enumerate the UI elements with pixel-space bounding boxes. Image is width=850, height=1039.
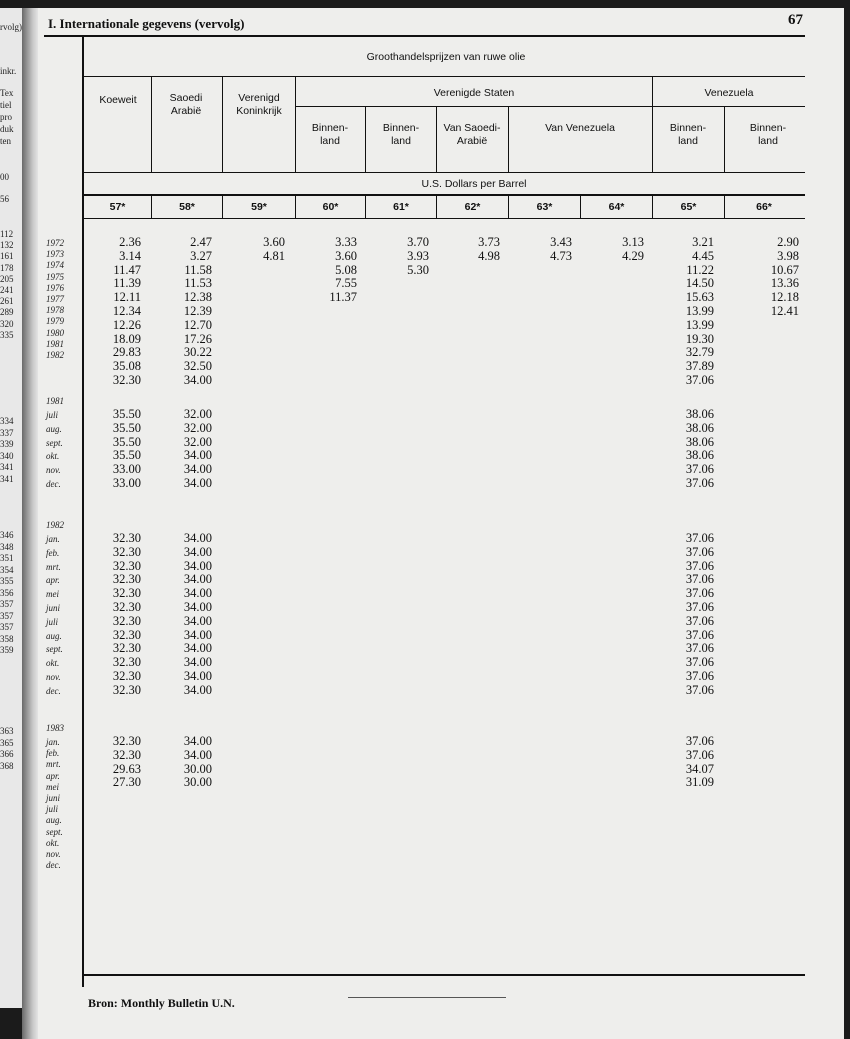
table-cell: 34.00 <box>183 734 212 748</box>
table-cell: 13.99 <box>685 304 714 318</box>
prev-page-text: 358 <box>0 633 14 644</box>
table-cell: 34.00 <box>183 572 212 587</box>
table-cell: 37.06 <box>685 734 714 748</box>
col-header-koeweit: Koeweit <box>99 94 137 106</box>
row-label: sept. <box>46 826 63 837</box>
column-code: 60* <box>322 201 339 213</box>
table-cell: 32.79 <box>685 345 714 360</box>
row-label: 1973 <box>46 249 64 260</box>
table-cell: 32.30 <box>112 586 141 601</box>
table-cell: 12.34 <box>112 304 141 318</box>
table-cell: 3.14 <box>119 248 141 263</box>
table-cell: 3.27 <box>190 248 212 263</box>
table-cell: 32.30 <box>112 572 141 587</box>
col-header-verenigde-staten: Verenigde Staten <box>433 87 515 99</box>
row-label: jan. <box>46 737 60 747</box>
column-code: 64* <box>608 201 625 213</box>
prev-page-text: Tex <box>0 88 14 98</box>
period-label: 1982 <box>46 520 64 530</box>
prev-page-text: 354 <box>0 564 14 575</box>
codes-bottom-rule <box>84 218 805 219</box>
table-cell: 11.22 <box>686 262 714 277</box>
row-label: juni <box>46 793 61 803</box>
row-label: 1981 <box>46 338 64 349</box>
row-label: aug. <box>46 630 62 641</box>
col-header-saoedi-arabie: Saoedi Arabië <box>169 92 203 117</box>
table-cell: 37.06 <box>685 586 714 601</box>
prev-page-text: inkr. <box>0 66 17 76</box>
col-sep <box>436 107 437 172</box>
row-label: juni <box>46 603 61 613</box>
prev-page-text: 357 <box>0 599 14 609</box>
prev-page-text: tiel <box>0 100 12 110</box>
table-cell: 33.00 <box>112 476 141 490</box>
table-cell: 12.38 <box>183 290 212 305</box>
table-cell: 32.00 <box>183 420 212 435</box>
table-cell: 32.30 <box>112 627 141 642</box>
row-label: mei <box>46 589 59 600</box>
table-cell: 34.00 <box>183 655 212 670</box>
table-cell: 34.00 <box>183 476 212 490</box>
table-cell: 34.00 <box>183 558 212 573</box>
period-label: 1981 <box>46 396 64 406</box>
row-label: 1980 <box>46 327 64 338</box>
table-cell: 3.60 <box>335 248 357 263</box>
table-cell: 32.30 <box>112 641 141 656</box>
table-cell: 35.50 <box>112 434 141 449</box>
table-cell: 32.30 <box>112 600 141 614</box>
table-cell: 12.70 <box>183 317 212 332</box>
table-cell: 34.00 <box>183 531 212 545</box>
table-cell: 3.98 <box>777 248 799 263</box>
table-cell: 27.30 <box>112 775 141 790</box>
table-cell: 38.06 <box>685 448 714 463</box>
prev-page-text: 132 <box>0 240 14 251</box>
table-cell: 5.30 <box>407 262 429 277</box>
table-cell: 4.98 <box>478 248 500 263</box>
row-label: feb. <box>46 748 60 759</box>
table-cell: 32.30 <box>112 747 141 762</box>
table-cell: 37.06 <box>685 747 714 762</box>
table-cell: 38.06 <box>685 407 714 421</box>
table-cell: 37.06 <box>685 531 714 545</box>
row-label: juli <box>46 804 59 815</box>
table-cell: 32.50 <box>183 359 212 374</box>
table-cell: 35.50 <box>112 448 141 463</box>
row-label: aug. <box>46 815 62 826</box>
table-cell: 2.47 <box>190 235 212 249</box>
column-code: 57* <box>109 201 126 213</box>
row-label: 1976 <box>46 282 64 293</box>
col-header-ven-binnenland-1: Binnen- land <box>669 122 707 147</box>
table-cell: 13.99 <box>685 317 714 332</box>
prev-page-text: 356 <box>0 587 14 598</box>
prev-page-text: duk <box>0 124 14 134</box>
row-label: nov. <box>46 672 61 682</box>
col-header-ven-binnenland-2: Binnen- land <box>749 122 787 147</box>
table-cell: 30.22 <box>183 345 212 360</box>
prev-page-text: 56 <box>0 194 9 204</box>
table-cell: 3.60 <box>263 235 285 249</box>
table-cell: 33.00 <box>112 462 141 477</box>
col-header-verenigd-koninkrijk: Verenigd Koninkrijk <box>236 92 282 117</box>
table-cell: 12.26 <box>112 317 141 332</box>
prev-page-text: 241 <box>0 285 14 295</box>
col-header-vs-binnenland-2: Binnen- land <box>382 122 420 147</box>
table-cell: 5.08 <box>335 262 357 277</box>
table-cell: 12.11 <box>113 290 141 305</box>
table-cell: 4.29 <box>622 248 644 263</box>
table-cell: 4.45 <box>692 248 714 263</box>
table-cell: 12.18 <box>770 290 799 305</box>
table-cell: 32.30 <box>112 669 141 683</box>
row-label: 1974 <box>46 260 64 271</box>
table-cell: 37.06 <box>685 373 714 387</box>
row-label: juli <box>46 410 59 420</box>
table-cell: 3.21 <box>692 235 714 249</box>
prev-page-text: 351 <box>0 553 14 563</box>
row-label: dec. <box>46 685 61 696</box>
table-bottom-rule <box>84 974 805 976</box>
row-label: mei <box>46 781 59 792</box>
table-cell: 4.73 <box>550 248 572 263</box>
prev-page-text: 355 <box>0 576 14 586</box>
group-title: Groothandelsprijzen van ruwe olie <box>366 51 526 63</box>
table-cell: 17.26 <box>183 331 212 346</box>
prev-page-text: 334 <box>0 416 14 426</box>
column-code: 62* <box>464 201 481 213</box>
page-title: I. Internationale gegevens (vervolg) <box>48 16 245 31</box>
subgroup-rule <box>296 106 805 107</box>
prev-page-text: 359 <box>0 645 14 655</box>
prev-page-text: 161 <box>0 251 14 262</box>
table-cell: 31.09 <box>685 775 714 790</box>
table-cell: 18.09 <box>112 331 141 346</box>
table-cell: 37.89 <box>685 359 714 374</box>
col-sep <box>151 77 152 172</box>
unit-rule <box>84 172 805 173</box>
row-label: jan. <box>46 534 60 544</box>
table-cell: 19.30 <box>685 331 714 346</box>
row-label: aug. <box>46 423 62 434</box>
table-cell: 34.00 <box>183 544 212 559</box>
row-label: 1975 <box>46 271 64 282</box>
table-cell: 12.39 <box>183 304 212 318</box>
col-sep <box>724 107 725 172</box>
row-label: apr. <box>46 575 60 586</box>
table-cell: 11.37 <box>329 290 357 305</box>
table-cell: 7.55 <box>335 276 357 291</box>
table-cell: 2.90 <box>777 235 799 249</box>
table-cell: 34.00 <box>183 600 212 614</box>
prev-page-text: 357 <box>0 622 14 632</box>
table-cell: 37.06 <box>685 613 714 628</box>
unit-label: U.S. Dollars per Barrel <box>421 178 527 190</box>
row-label: 1978 <box>46 305 64 316</box>
table-cell: 37.06 <box>685 544 714 559</box>
prev-page-text: 112 <box>0 229 14 239</box>
table-cell: 3.93 <box>407 248 429 263</box>
table-cell: 3.13 <box>622 235 644 249</box>
row-label: sept. <box>46 644 63 655</box>
row-label: okt. <box>46 451 60 462</box>
row-label: nov. <box>46 465 61 476</box>
table-cell: 3.70 <box>407 235 429 249</box>
column-code: 65* <box>680 201 697 213</box>
row-label: feb. <box>46 547 60 558</box>
prev-page-text: 365 <box>0 737 14 748</box>
table-cell: 37.06 <box>685 476 714 490</box>
row-label: 1979 <box>46 316 64 327</box>
table-cell: 37.06 <box>685 627 714 642</box>
row-label: nov. <box>46 849 61 859</box>
col-header-venezuela: Venezuela <box>704 87 754 99</box>
row-label: dec. <box>46 479 61 489</box>
table-cell: 34.00 <box>183 448 212 463</box>
prev-page-text: 341 <box>0 462 14 472</box>
prev-page-text: 357 <box>0 610 14 621</box>
row-label: 1972 <box>46 238 64 248</box>
table-cell: 34.00 <box>183 586 212 601</box>
table-cell: 32.00 <box>183 407 212 421</box>
prev-page-text: ten <box>0 136 11 146</box>
table-cell: 32.30 <box>112 682 141 697</box>
column-code: 66* <box>756 201 772 213</box>
col-sep <box>222 77 223 172</box>
table-cell: 11.53 <box>184 276 212 291</box>
group-title-rule <box>84 76 805 77</box>
table-cell: 34.00 <box>183 669 212 683</box>
table-cell: 14.50 <box>685 276 714 291</box>
table-cell: 34.00 <box>183 627 212 642</box>
table-cell: 37.06 <box>685 558 714 573</box>
table-cell: 12.41 <box>770 304 799 318</box>
column-code: 61* <box>393 201 409 213</box>
table-cell: 34.00 <box>183 613 212 628</box>
table-cell: 4.81 <box>263 248 285 263</box>
column-code: 58* <box>179 201 195 213</box>
table-cell: 29.63 <box>112 761 141 776</box>
prev-page-text: rvolg) <box>0 22 22 32</box>
column-code: 63* <box>536 201 553 213</box>
table-cell: 34.07 <box>685 761 714 776</box>
table-cell: 34.00 <box>183 682 212 697</box>
prev-page-text: 00 <box>0 172 9 182</box>
prev-page-text: 337 <box>0 427 14 438</box>
codes-top-rule <box>84 194 805 196</box>
col-header-vs-van-venezuela: Van Venezuela <box>545 122 615 134</box>
col-header-vs-binnenland-1: Binnen- land <box>311 122 349 147</box>
prev-page-text: 346 <box>0 530 14 540</box>
table-cell: 11.39 <box>113 276 141 291</box>
table-cell: 37.06 <box>685 572 714 587</box>
table-cell: 32.30 <box>112 558 141 573</box>
page-number: 67 <box>788 12 803 28</box>
table-cell: 35.50 <box>112 407 141 421</box>
source-note: Bron: Monthly Bulletin U.N. <box>88 996 235 1010</box>
table-cell: 37.06 <box>685 641 714 656</box>
row-label: juli <box>46 616 59 627</box>
prev-page-text: 289 <box>0 307 14 318</box>
table-cell: 37.06 <box>685 600 714 614</box>
prev-page-text: 368 <box>0 760 14 771</box>
prev-page-text: 348 <box>0 541 14 552</box>
table-cell: 29.83 <box>112 345 141 360</box>
table-cell: 11.47 <box>113 262 141 277</box>
table-cell: 34.00 <box>183 747 212 762</box>
prev-page-text: 205 <box>0 273 14 284</box>
table-cell: 32.30 <box>112 531 141 545</box>
table-left-border <box>82 35 84 987</box>
table-cell: 32.30 <box>112 613 141 628</box>
table-cell: 10.67 <box>770 262 799 277</box>
table-cell: 11.58 <box>184 262 212 277</box>
period-label: 1983 <box>46 723 64 733</box>
table-cell: 32.00 <box>183 434 212 449</box>
table-cell: 3.43 <box>550 235 572 249</box>
column-code: 59* <box>251 201 267 213</box>
row-label: mrt. <box>46 759 61 770</box>
table-cell: 32.30 <box>112 544 141 559</box>
table-cell: 2.36 <box>119 235 141 249</box>
row-label: sept. <box>46 437 63 448</box>
row-label: okt. <box>46 658 60 669</box>
table-cell: 37.06 <box>685 669 714 683</box>
table-cell: 34.00 <box>183 641 212 656</box>
row-label: 1977 <box>46 294 64 304</box>
table-cell: 15.63 <box>685 290 714 305</box>
table-cell: 32.30 <box>112 373 141 387</box>
prev-page-text: 339 <box>0 439 14 449</box>
table-cell: 32.30 <box>112 734 141 748</box>
prev-page-text: 341 <box>0 473 14 484</box>
col-sep <box>508 107 509 172</box>
row-label: 1982 <box>46 350 64 360</box>
table-cell: 32.30 <box>112 655 141 670</box>
previous-page-strip <box>0 0 22 1000</box>
header-rule <box>44 35 805 37</box>
table-cell: 37.06 <box>685 655 714 670</box>
row-label: mrt. <box>46 561 61 572</box>
col-header-vs-van-saoedi-arabie: Van Saoedi- Arabië <box>443 122 501 147</box>
table-cell: 37.06 <box>685 682 714 697</box>
table-cell: 38.06 <box>685 420 714 435</box>
prev-page-text: 320 <box>0 318 14 329</box>
prev-page-text: 340 <box>0 450 14 461</box>
table-cell: 13.36 <box>770 276 799 291</box>
table-cell: 38.06 <box>685 434 714 449</box>
prev-page-text: 261 <box>0 296 14 307</box>
prev-page-text: 335 <box>0 329 14 340</box>
prev-page-text: 178 <box>0 262 14 273</box>
row-label: apr. <box>46 770 60 781</box>
prev-page-text: pro <box>0 112 12 122</box>
table-cell: 35.50 <box>112 420 141 435</box>
table-cell: 34.00 <box>183 462 212 477</box>
table-cell: 30.00 <box>183 775 212 790</box>
table-cell: 34.00 <box>183 373 212 387</box>
table-cell: 35.08 <box>112 359 141 374</box>
table-cell: 3.33 <box>335 235 357 249</box>
table-cell: 37.06 <box>685 462 714 477</box>
footer-line <box>348 997 506 998</box>
prev-page-text: 366 <box>0 749 14 759</box>
row-label: dec. <box>46 860 61 871</box>
row-label: okt. <box>46 837 60 848</box>
prev-page-text: 363 <box>0 726 14 736</box>
table-cell: 30.00 <box>183 761 212 776</box>
table-cell: 3.73 <box>478 235 500 249</box>
col-sep <box>365 107 366 172</box>
